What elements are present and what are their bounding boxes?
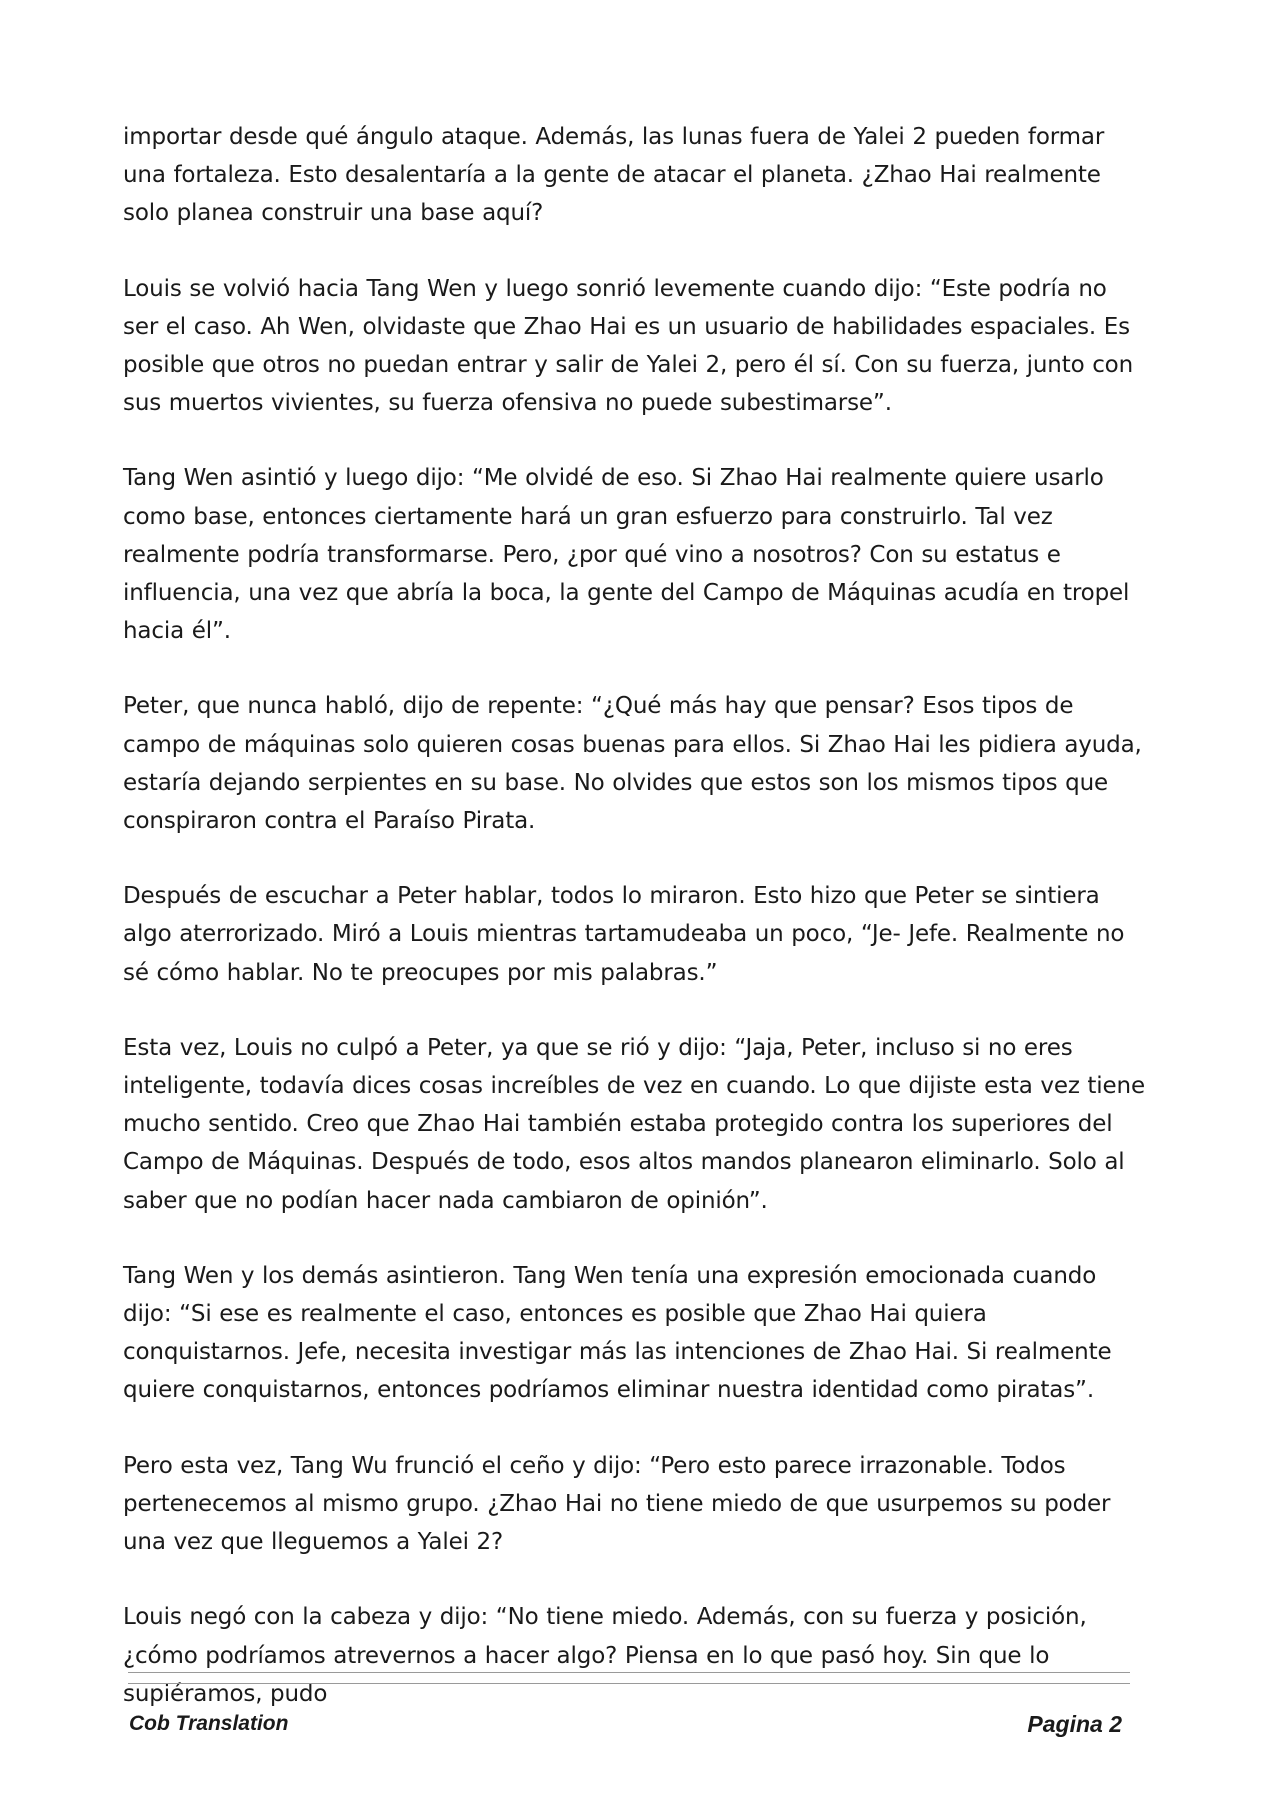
paragraph: Louis negó con la cabeza y dijo: “No tiene miedo. Además, con su fuerza y posición, ¿cómo podríamos atrevernos a hacer algo? Piensa en lo que pasó hoy. Sin que lo supiéramos, pudo: [123, 1604, 1087, 1707]
paragraph: Louis se volvió hacia Tang Wen y luego sonrió levemente cuando dijo: “Este podría no ser el caso. Ah Wen, olvidaste que Zhao Hai es un usuario de habilidades espaciales. Es posible que otros no puedan entrar y salir de Yalei 2, pero él sí. Con su fuerza, junto con sus muertos vivientes, su fuerza ofensiva no puede subestimarse”.: [123, 275, 1134, 417]
footer-divider-top: [128, 1672, 1130, 1673]
footer-page-number: Pagina 2: [1027, 1711, 1122, 1737]
paragraph: Después de escuchar a Peter hablar, todos lo miraron. Esto hizo que Peter se sintiera algo aterrorizado. Miró a Louis mientras tartamudeaba un poco, “Je- Jefe. Realmente no sé cómo hablar. No te preocupes por mis palabras.”: [123, 883, 1125, 986]
paragraph: Tang Wen asintió y luego dijo: “Me olvidé de eso. Si Zhao Hai realmente quiere usarlo como base, entonces ciertamente hará un gran esfuerzo para construirlo. Tal vez realmente podría transformarse. Pero, ¿por qué vino a nosotros? Con su estatus e influencia, una vez que abría la boca, la gente del Campo de Máquinas acudía en tropel hacia él”.: [123, 465, 1130, 645]
footer-divider-bottom: [128, 1683, 1130, 1684]
paragraph: Esta vez, Louis no culpó a Peter, ya que se rió y dijo: “Jaja, Peter, incluso si no eres inteligente, todavía dices cosas increíbles de vez en cuando. Lo que dijiste esta vez tiene mucho sentido. Creo que Zhao Hai también estaba protegido contra los superiores del Campo de Máquinas. Después de todo, esos altos mandos planearon eliminarlo. Solo al saber que no podían hacer nada cambiaron de opinión”.: [123, 1034, 1145, 1214]
paragraph: Tang Wen y los demás asintieron. Tang Wen tenía una expresión emocionada cuando dijo: “Si ese es realmente el caso, entonces es posible que Zhao Hai quiera conquistarnos. Jefe, necesita investigar más las intenciones de Zhao Hai. Si realmente quiere conquistarnos, entonces podríamos eliminar nuestra identidad como piratas”.: [123, 1262, 1112, 1404]
paragraph: Peter, que nunca habló, dijo de repente: “¿Qué más hay que pensar? Esos tipos de campo de máquinas solo quieren cosas buenas para ellos. Si Zhao Hai les pidiera ayuda, estaría dejando serpientes en su base. No olvides que estos son los mismos tipos que conspiraron contra el Paraíso Pirata.: [123, 693, 1142, 835]
paragraph: importar desde qué ángulo ataque. Además, las lunas fuera de Yalei 2 pueden formar una fortaleza. Esto desalentaría a la gente de atacar el planeta. ¿Zhao Hai realmente solo planea construir una base aquí?: [123, 124, 1105, 227]
paragraph: Pero esta vez, Tang Wu frunció el ceño y dijo: “Pero esto parece irrazonable. Todos pertenecemos al mismo grupo. ¿Zhao Hai no tiene miedo de que usurpemos su poder una vez que lleguemos a Yalei 2?: [123, 1452, 1111, 1556]
footer-translator-credit: Cob Translation: [129, 1712, 289, 1735]
body-text: [123, 118, 1148, 1750]
